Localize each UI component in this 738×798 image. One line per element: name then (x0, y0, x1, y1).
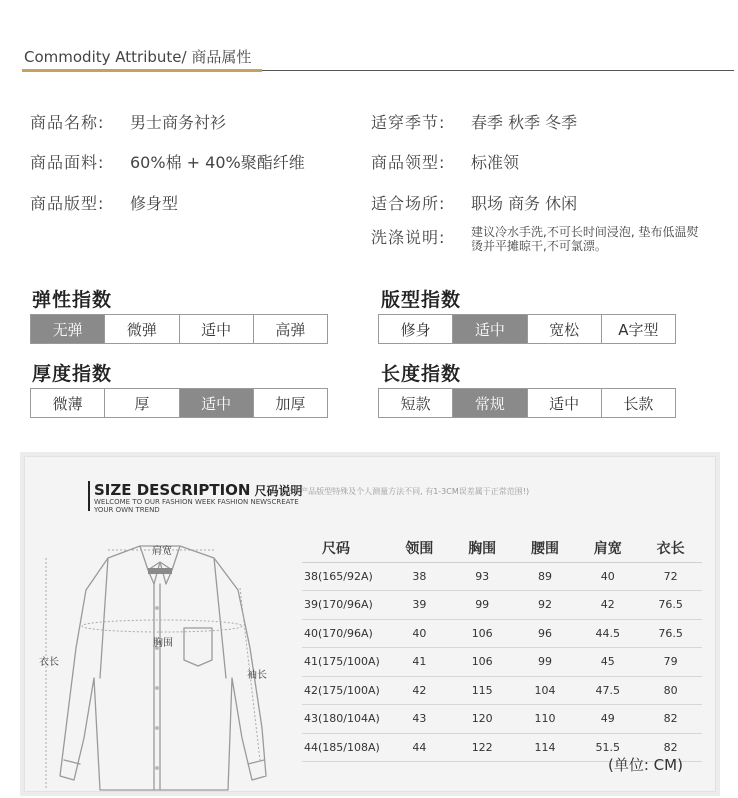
cell: 115 (451, 676, 514, 705)
attr-key: 商品版型: (30, 194, 105, 213)
cell: 41 (388, 648, 451, 677)
fit-index-bar (378, 314, 676, 344)
thickness-title: 厚度指数 (32, 363, 113, 385)
cell: 89 (514, 562, 577, 591)
cell: 122 (451, 733, 514, 762)
cell: 45 (576, 648, 639, 677)
attr-collar (371, 150, 519, 173)
cell: 96 (514, 619, 577, 648)
attr-value: 修身型 (130, 194, 179, 213)
cell: 104 (514, 676, 577, 705)
attr-key: 商品面料: (30, 153, 105, 172)
attr-key: 商品名称: (30, 113, 105, 132)
length-option: 常规 (452, 389, 526, 417)
section-title-en: Commodity Attribute (24, 48, 182, 66)
section-title-sep: / (181, 48, 192, 66)
table-row (302, 705, 702, 734)
fit-option: 适中 (452, 315, 526, 343)
cell: 43 (388, 705, 451, 734)
col-header: 衣长 (639, 534, 702, 562)
cell: 40(170/96A) (302, 619, 388, 648)
size-heading-bar (88, 481, 90, 511)
length-bar (378, 388, 676, 418)
cell: 106 (451, 648, 514, 677)
table-row (302, 619, 702, 648)
cell: 44(185/108A) (302, 733, 388, 762)
cell: 44.5 (576, 619, 639, 648)
size-table (302, 534, 702, 762)
col-header: 领围 (388, 534, 451, 562)
attr-occasion (371, 191, 577, 214)
thickness-option: 微薄 (52, 394, 83, 413)
size-note: (部分产品版型特殊及个人测量方法不同, 有1-3CM误差属于正常范围!) (281, 487, 530, 496)
fit-option: A字型 (601, 315, 675, 343)
cell: 43(180/104A) (302, 705, 388, 734)
cell: 82 (639, 733, 702, 762)
cell: 79 (639, 648, 702, 677)
length-option: 适中 (527, 389, 601, 417)
elasticity-bar (30, 314, 328, 344)
cell: 51.5 (576, 733, 639, 762)
attr-value: 男士商务衬衫 (130, 113, 227, 132)
size-title-cn: 尺码说明 (254, 484, 303, 498)
attr-value: 60%棉 + 40%聚酯纤维 (130, 153, 305, 172)
size-title-en: SIZE DESCRIPTION (94, 481, 251, 499)
col-header: 肩宽 (576, 534, 639, 562)
header-accent-bar (22, 69, 262, 72)
table-row (302, 648, 702, 677)
cell: 120 (451, 705, 514, 734)
table-row (302, 676, 702, 705)
cell: 76.5 (639, 591, 702, 620)
cell: 40 (576, 562, 639, 591)
cell: 110 (514, 705, 577, 734)
cell: 72 (639, 562, 702, 591)
unit-label: (单位: CM) (608, 756, 683, 774)
section-header (0, 0, 738, 75)
elasticity-option: 无弹 (31, 315, 104, 343)
label-length: 衣长 (39, 657, 59, 668)
label-shoulder: 肩宽 (152, 546, 172, 557)
cell: 106 (451, 619, 514, 648)
thickness-option: 厚 (104, 389, 178, 417)
col-header: 胸围 (451, 534, 514, 562)
cell: 42 (576, 591, 639, 620)
thickness-bar (30, 388, 328, 418)
attr-product-name (30, 110, 226, 133)
attr-key: 商品领型: (371, 153, 446, 172)
fit-option: 修身 (400, 320, 431, 339)
elasticity-title: 弹性指数 (32, 289, 113, 311)
cell: 38(165/92A) (302, 562, 388, 591)
cell: 39(170/96A) (302, 591, 388, 620)
cell: 40 (388, 619, 451, 648)
length-option: 短款 (400, 394, 431, 413)
attr-key: 适穿季节: (371, 113, 446, 132)
cell: 80 (639, 676, 702, 705)
elasticity-option: 适中 (179, 315, 253, 343)
fit-option: 宽松 (527, 315, 601, 343)
fit-index-title: 版型指数 (381, 289, 462, 311)
attr-key: 适合场所: (371, 194, 446, 213)
attr-value: 春季 秋季 冬季 (471, 113, 578, 132)
length-title: 长度指数 (381, 363, 462, 385)
cell: 49 (576, 705, 639, 734)
col-header: 尺码 (302, 534, 388, 562)
cell: 99 (451, 591, 514, 620)
cell: 92 (514, 591, 577, 620)
table-row (302, 562, 702, 591)
length-option: 长款 (601, 389, 675, 417)
thickness-option: 适中 (179, 389, 253, 417)
attr-fit (30, 191, 178, 214)
cell: 99 (514, 648, 577, 677)
table-row (302, 591, 702, 620)
attr-wash (371, 225, 701, 253)
section-title-cn: 商品属性 (191, 48, 252, 66)
attr-value: 职场 商务 休闲 (471, 194, 578, 213)
cell: 44 (388, 733, 451, 762)
col-header: 腰围 (514, 534, 577, 562)
attr-season (371, 110, 577, 133)
cell: 39 (388, 591, 451, 620)
label-chest: 胸围 (153, 638, 173, 649)
attr-value: 标准领 (471, 153, 520, 172)
size-title (94, 481, 303, 499)
elasticity-option: 微弹 (104, 315, 178, 343)
size-table-header (302, 534, 702, 562)
cell: 42 (388, 676, 451, 705)
attr-value: 建议冷水手洗,不可长时间浸泡, 垫布低温熨烫并平摊晾干,不可氯漂。 (471, 225, 699, 253)
cell: 38 (388, 562, 451, 591)
section-title (24, 46, 251, 67)
cell: 82 (639, 705, 702, 734)
label-sleeve: 袖长 (247, 670, 267, 681)
cell: 47.5 (576, 676, 639, 705)
size-subtitle: WELCOME TO OUR FASHION WEEK FASHION NEWSCREATE YOUR OWN TREND (94, 498, 299, 514)
cell: 76.5 (639, 619, 702, 648)
cell: 41(175/100A) (302, 648, 388, 677)
attr-key: 洗涤说明: (371, 228, 446, 247)
elasticity-option: 高弹 (253, 315, 327, 343)
attr-fabric (30, 150, 305, 173)
cell: 42(175/100A) (302, 676, 388, 705)
shirt-diagram (30, 528, 300, 796)
thickness-option: 加厚 (253, 389, 327, 417)
cell: 114 (514, 733, 577, 762)
cell: 93 (451, 562, 514, 591)
